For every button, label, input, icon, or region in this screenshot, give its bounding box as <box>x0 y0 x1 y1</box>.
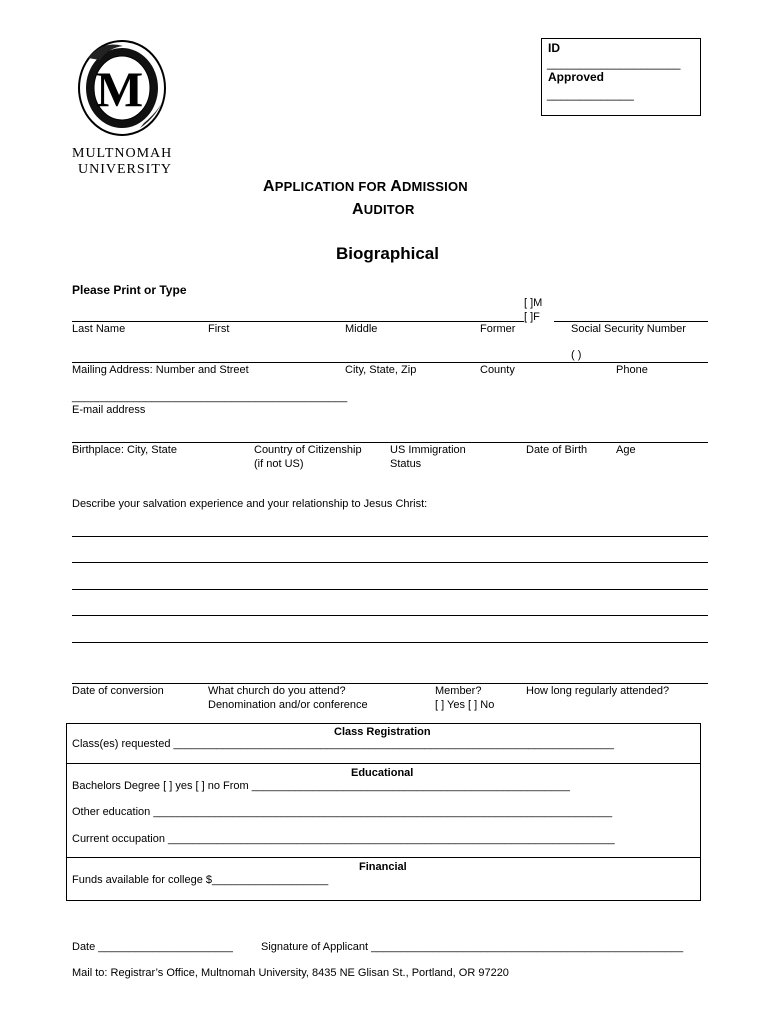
classes-requested-field[interactable]: Class(es) requested ________________________________________________________________________ <box>72 738 614 750</box>
phone-label: Phone <box>616 364 648 376</box>
immigration-status-label: Status <box>390 458 422 470</box>
page-title-line2: AUDITOR <box>352 201 415 218</box>
member-checkboxes[interactable]: [ ] Yes [ ] No <box>435 699 495 711</box>
section-divider <box>66 763 700 764</box>
ssn-label: Social Security Number <box>571 323 686 335</box>
university-name-line2: UNIVERSITY <box>78 162 172 177</box>
street-label: Mailing Address: Number and Street <box>72 364 249 376</box>
approved-label: Approved <box>548 70 605 84</box>
educational-heading: Educational <box>351 767 414 779</box>
birth-info-field[interactable] <box>72 442 708 443</box>
university-name-line1: MULTNOMAH <box>72 146 173 161</box>
dob-label: Date of Birth <box>526 444 588 456</box>
citizenship-label: Country of Citizenship <box>254 444 362 456</box>
section-title: Biographical <box>336 244 439 263</box>
signature-field[interactable]: Signature of Applicant ___________________________________________________ <box>261 941 684 953</box>
logo-letter: M <box>96 61 144 117</box>
denomination-label: Denomination and/or conference <box>208 699 368 711</box>
class-registration-heading: Class Registration <box>334 726 431 738</box>
birthplace-label: Birthplace: City, State <box>72 444 177 456</box>
approved-field[interactable]: _____________ <box>547 87 634 101</box>
member-label: Member? <box>435 685 482 697</box>
date-field[interactable]: Date ______________________ <box>72 941 233 953</box>
immigration-label: US Immigration <box>390 444 466 456</box>
gender-male-checkbox[interactable]: [ ]M <box>524 297 543 309</box>
financial-heading: Financial <box>359 861 407 873</box>
name-field[interactable] <box>72 321 524 322</box>
email-label: E-mail address <box>72 404 146 416</box>
university-logo <box>78 38 170 138</box>
address-field[interactable] <box>72 362 708 363</box>
conversion-date-label: Date of conversion <box>72 685 164 697</box>
first-name-label: First <box>208 323 230 335</box>
email-field[interactable]: _____________________________________________ <box>72 391 348 403</box>
conversion-field[interactable] <box>72 683 708 684</box>
salvation-line[interactable] <box>72 642 708 643</box>
salvation-line[interactable] <box>72 589 708 590</box>
other-education-field[interactable]: Other education ___________________________________________________________________________ <box>72 806 613 818</box>
page-title-line1: APPLICATION FOR ADMISSION <box>263 178 468 195</box>
attended-label: How long regularly attended? <box>526 685 670 697</box>
phone-area-code: ( ) <box>571 349 582 361</box>
age-label: Age <box>616 444 636 456</box>
middle-name-label: Middle <box>345 323 378 335</box>
salvation-line[interactable] <box>72 615 708 616</box>
instruction-text: Please Print or Type <box>72 283 187 297</box>
gender-female-checkbox[interactable]: [ ]F <box>524 311 540 323</box>
id-field[interactable]: ____________________ <box>547 56 681 70</box>
id-label: ID <box>548 41 560 55</box>
former-name-label: Former <box>480 323 516 335</box>
bachelors-degree-field[interactable]: Bachelors Degree [ ] yes [ ] no From ____________________________________________________ <box>72 780 570 792</box>
ssn-field[interactable] <box>554 321 708 322</box>
mail-to-address: Mail to: Registrar’s Office, Multnomah University, 8435 NE Glisan St., Portland, OR 97220 <box>72 967 509 979</box>
last-name-label: Last Name <box>72 323 126 335</box>
current-occupation-field[interactable]: Current occupation _________________________________________________________________________ <box>72 833 615 845</box>
salvation-line[interactable] <box>72 536 708 537</box>
city-state-zip-label: City, State, Zip <box>345 364 417 376</box>
citizenship-note: (if not US) <box>254 458 304 470</box>
section-divider <box>66 857 700 858</box>
county-label: County <box>480 364 515 376</box>
salvation-prompt: Describe your salvation experience and your relationship to Jesus Christ: <box>72 498 428 510</box>
funds-field[interactable]: Funds available for college $___________________ <box>72 874 329 886</box>
salvation-line[interactable] <box>72 562 708 563</box>
church-label: What church do you attend? <box>208 685 346 697</box>
